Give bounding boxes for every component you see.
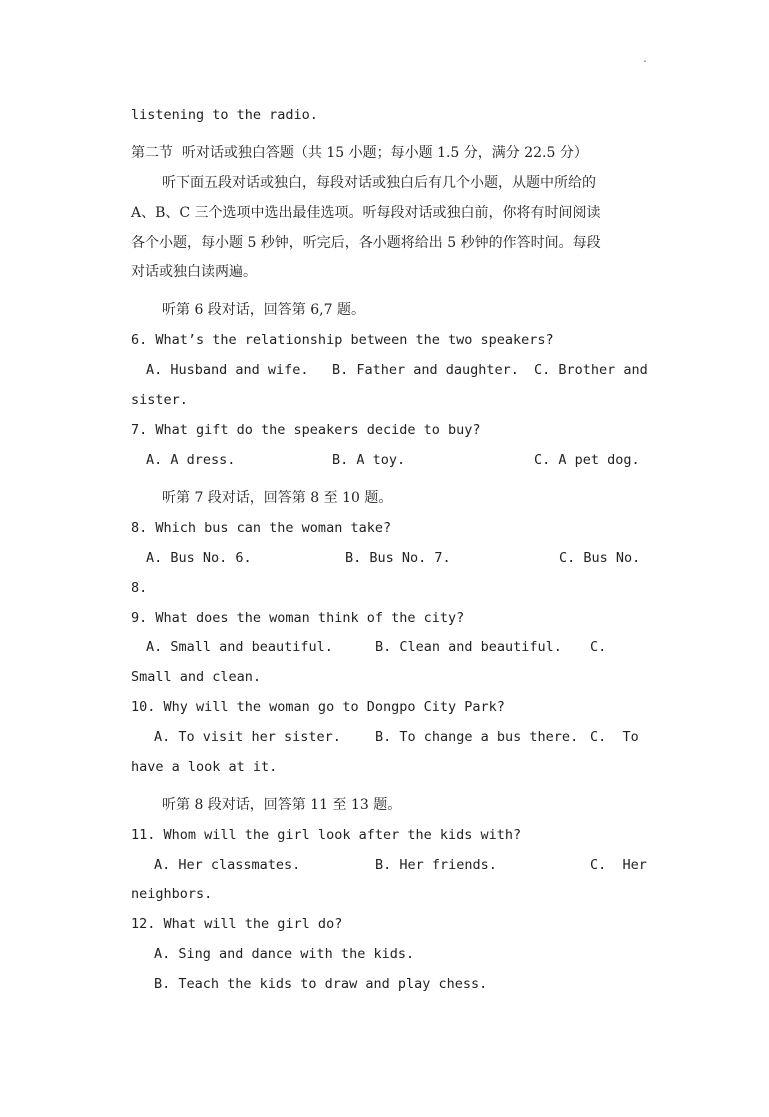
text-line: listening to the radio. (131, 107, 318, 123)
segment-heading: 听第 6 段对话，回答第 6,7 题。 (162, 302, 365, 318)
option-6c-continued: sister. (131, 392, 188, 408)
question-9: 9. What does the woman think of the city? (131, 610, 465, 626)
corner-mark: . (642, 54, 649, 65)
instruction-line: 对话或独白读两遍。 (131, 264, 257, 280)
segment-heading: 听第 7 段对话，回答第 8 至 10 题。 (162, 490, 393, 506)
option-11b: B. Her friends. (375, 857, 497, 873)
option-10b: B. To change a bus there. (375, 729, 579, 745)
instruction-line: 听下面五段对话或独白，每段对话或独白后有几个小题，从题中所给的 (162, 175, 596, 191)
option-8c-continued: 8. (131, 580, 148, 596)
option-8c: C. Bus No. (559, 550, 641, 566)
option-11a: A. Her classmates. (154, 857, 301, 873)
option-8a: A. Bus No. 6. (146, 550, 252, 566)
question-12: 12. What will the girl do? (131, 916, 343, 932)
option-7c: C. A pet dog. (534, 452, 640, 468)
option-6c: C. Brother and (534, 362, 648, 378)
option-6b: B. Father and daughter. (332, 362, 519, 378)
question-11: 11. Whom will the girl look after the kids with? (131, 827, 522, 843)
option-8b: B. Bus No. 7. (345, 550, 451, 566)
option-9b: B. Clean and beautiful. (375, 639, 562, 655)
question-7: 7. What gift do the speakers decide to buy? (131, 422, 481, 438)
question-8: 8. Which bus can the woman take? (131, 520, 392, 536)
option-11c: C. Her (590, 857, 647, 873)
instruction-line: 各个小题，每小题 5 秒钟，听完后，各小题将给出 5 秒钟的作答时间。每段 (131, 235, 601, 251)
option-9c-continued: Small and clean. (131, 669, 262, 685)
section-title: 第二节 听对话或独白答题（共 15 小题；每小题 1.5 分，满分 22.5 分） (131, 145, 588, 161)
option-10c-continued: have a look at it. (131, 759, 278, 775)
question-10: 10. Why will the woman go to Dongpo City Park? (131, 699, 505, 715)
option-6a: A. Husband and wife. (146, 362, 309, 378)
option-7a: A. A dress. (146, 452, 236, 468)
option-12b: B. Teach the kids to draw and play chess. (154, 976, 488, 992)
question-6: 6. What’s the relationship between the two speakers? (131, 332, 554, 348)
instruction-line: A、B、C 三个选项中选出最佳选项。听每段对话或独白前，你将有时间阅读 (131, 205, 601, 221)
option-9a: A. Small and beautiful. (146, 639, 333, 655)
option-11c-continued: neighbors. (131, 886, 213, 902)
option-7b: B. A toy. (332, 452, 406, 468)
option-12a: A. Sing and dance with the kids. (154, 946, 415, 962)
option-10c: C. To (590, 729, 639, 745)
segment-heading: 听第 8 段对话，回答第 11 至 13 题。 (162, 797, 402, 813)
option-10a: A. To visit her sister. (154, 729, 341, 745)
option-9c: C. (590, 639, 607, 655)
